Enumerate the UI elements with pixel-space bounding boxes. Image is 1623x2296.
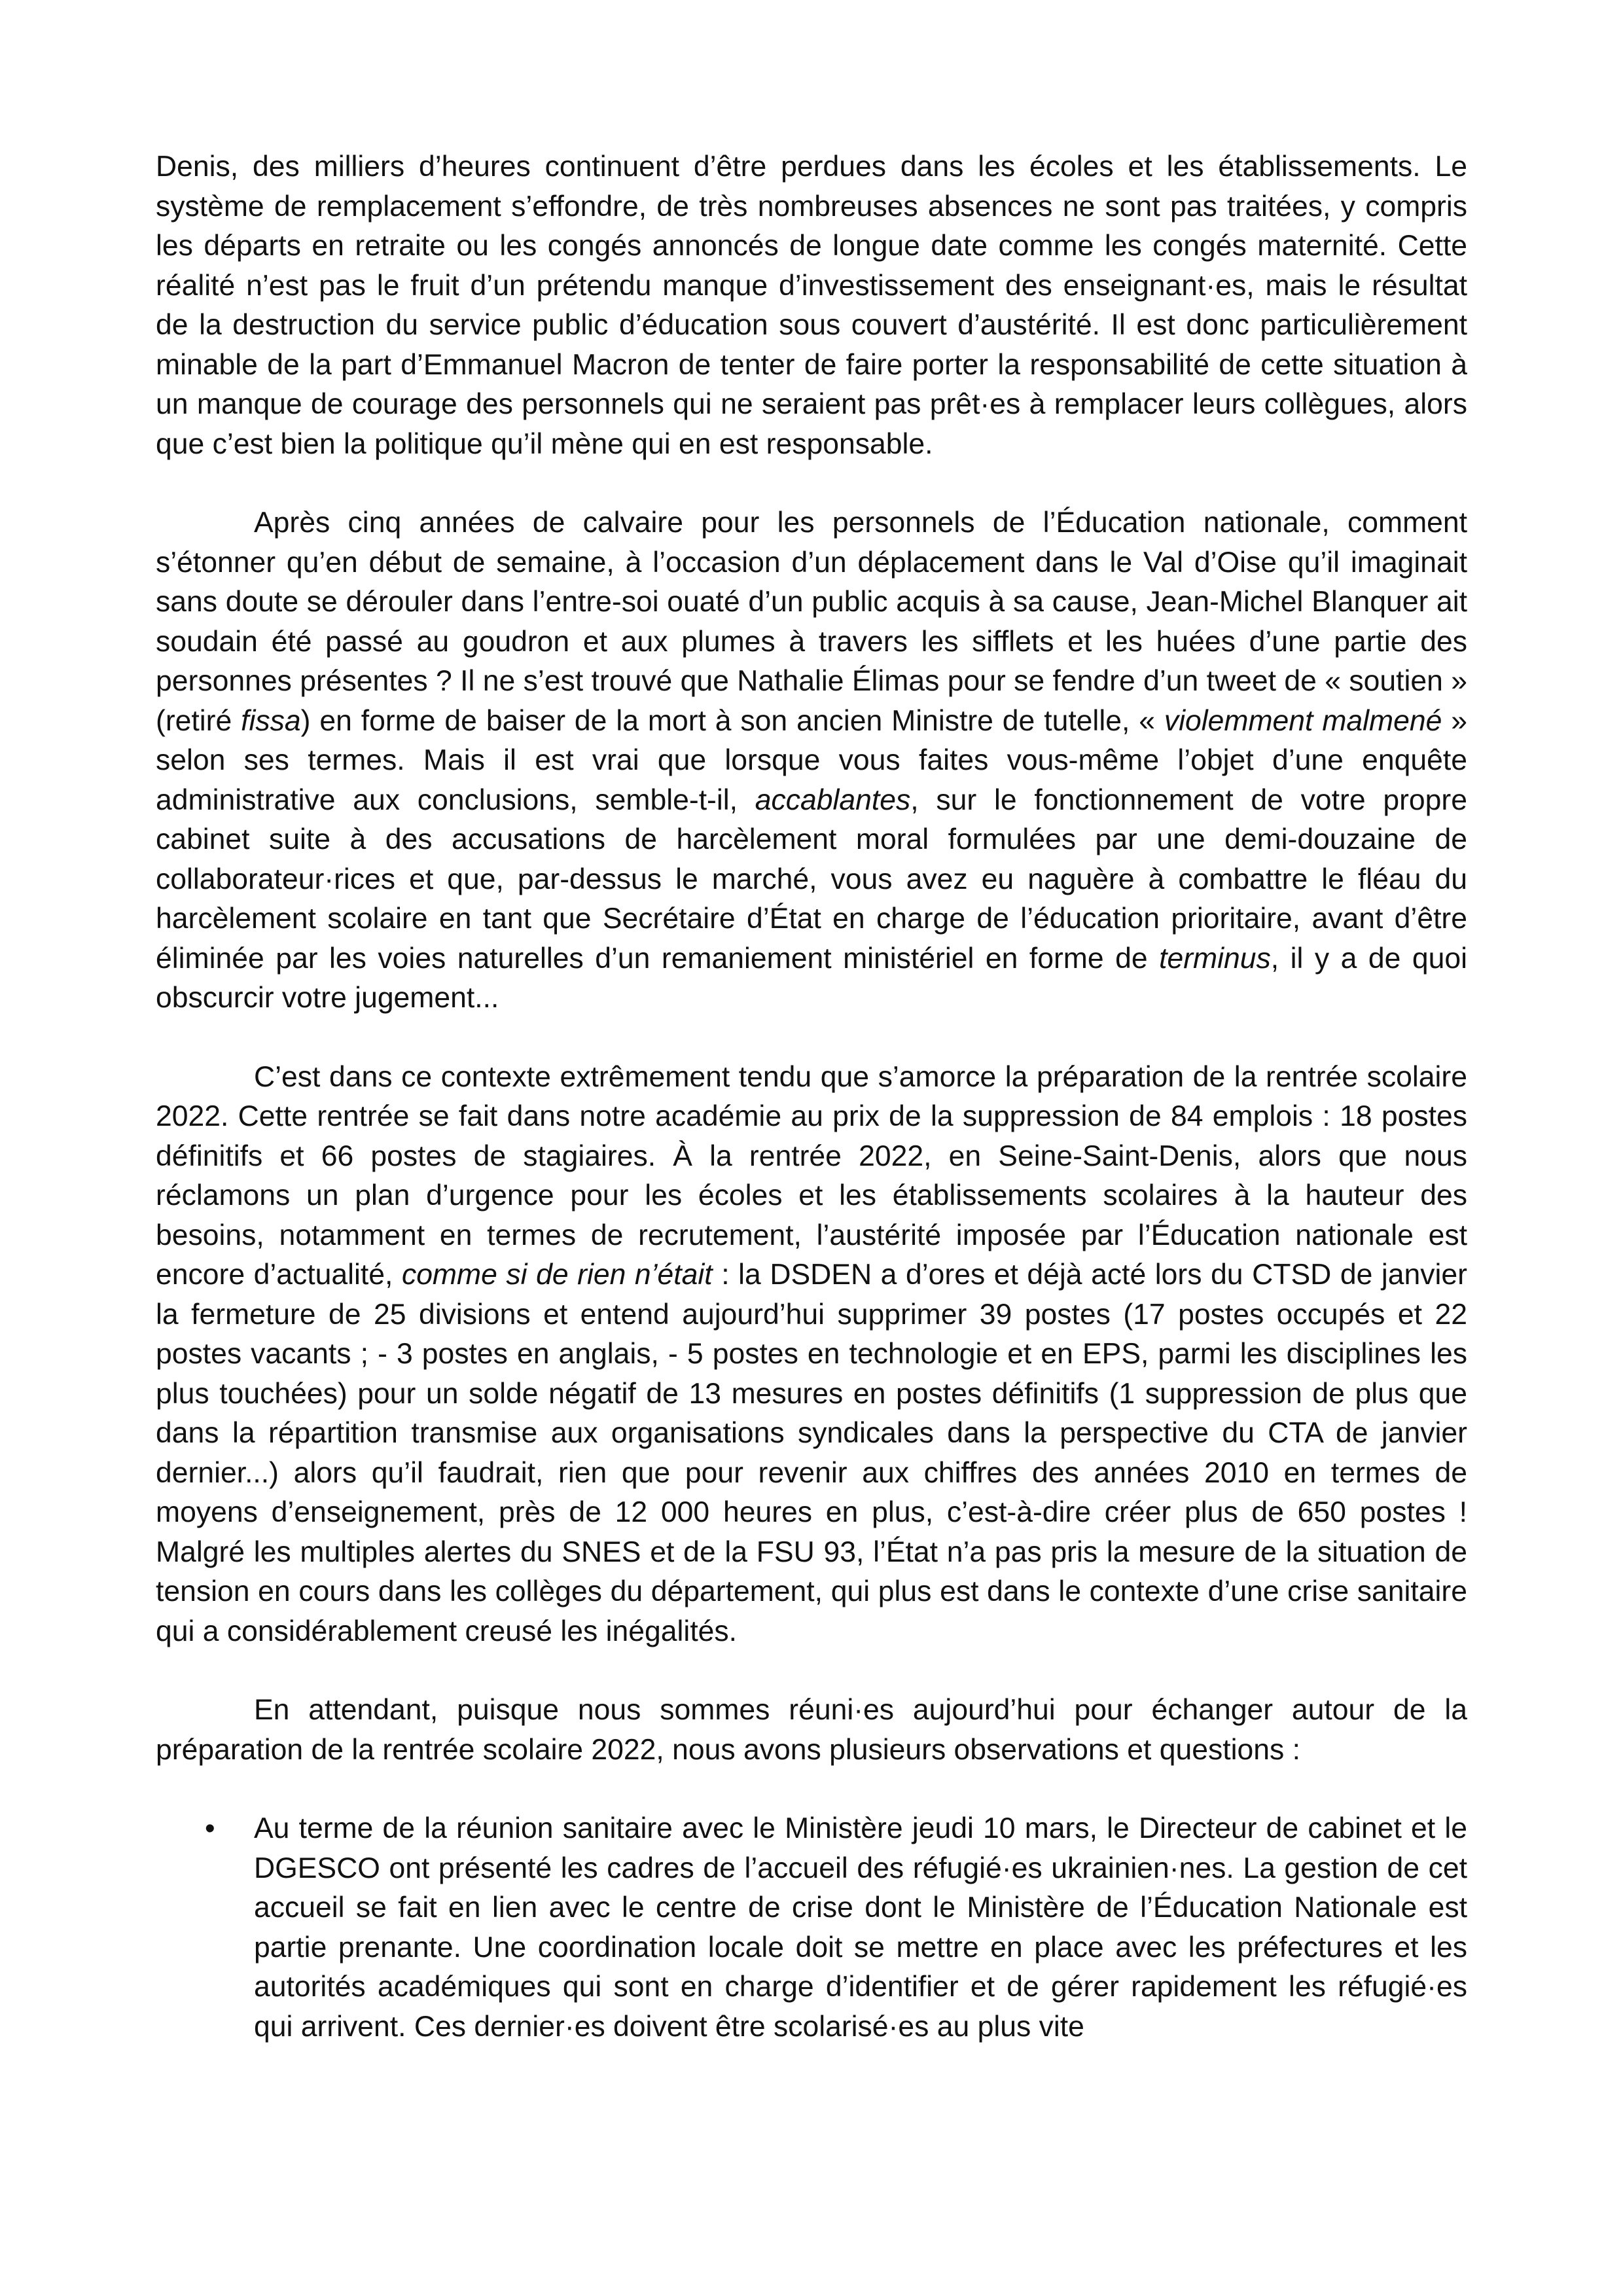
bullet-icon: • [205,1812,215,1844]
paragraph-4 [156,1691,1467,1770]
italic-segment: terminus [1159,942,1271,975]
text-segment: , sur le fonctionnement de votre propre cabinet suite à des accusations de harcèlement moral formulées par une demi-douzaine de collaborateur·rices et que, par-dessus le marché, vous avez eu naguère à combattre le fléau du harcèlement scolaire en tant que Secrétaire d’État en charge de l’éducation prioritaire, avant d’être éliminée par les voies naturelles d’un remaniement ministériel en forme de [156,783,1467,975]
paragraph-2 [156,503,1467,1018]
bullet-list [156,1809,1467,2047]
text-segment: En attendant, puisque nous sommes réuni·es aujourd’hui pour échanger autour de la préparation de la rentrée scolaire 2022, nous avons plusieurs observations et questions : [156,1694,1467,1766]
paragraph-3 [156,1058,1467,1652]
text-segment: ) en forme de baiser de la mort à son ancien Ministre de tutelle, « [300,704,1164,737]
paragraph-1 [156,147,1467,464]
italic-segment: comme si de rien n’était [401,1259,713,1291]
text-segment: : la DSDEN a d’ores et déjà acté lors du CTSD de janvier la fermeture de 25 divisions et entend aujourd’hui supprimer 39 postes (17 postes occupés et 22 postes vacants ; - 3 postes en anglais, - 5 postes en technologie et en EPS, parmi les disciplines les plus touchées) pour un solde négatif de 13 mesures en postes définitifs (1 suppression de plus que dans la répartition transmise aux organisations syndicales dans la perspective du CTA de janvier dernier...) alors qu’il faudrait, rien que pour revenir aux chiffres des années 2010 en termes de moyens d’enseignement, près de 12 000 heures en plus, c’est-à-dire créer plus de 650 postes ! Malgré les multiples alertes du SNES et de la FSU 93, l’État n’a pas pris la mesure de la situation de tension en cours dans les collèges du département, qui plus est dans le contexte d’une crise sanitaire qui a considérablement creusé les inégalités. [156,1259,1467,1647]
text-segment: C’est dans ce contexte extrêmement tendu que s’amorce la préparation de la rentrée scolaire 2022. Cette rentrée se fait dans notre académie au prix de la suppression de 84 emplois : 18 postes définitifs et 66 postes de stagiaires. À la rentrée 2022, en Seine-Saint-Denis, alors que nous réclamons un plan d’urgence pour les écoles et les établissements scolaires à la hauteur des besoins, notamment en termes de recrutement, l’austérité imposée par l’Éducation nationale est encore d’actualité, [156,1060,1467,1291]
text-segment: » selon ses termes. Mais il est vrai que lorsque vous faites vous-même l’objet d’une enquête administrative aux conclusions, semble-t-il, [156,704,1467,816]
list-item [156,1809,1467,2047]
text-segment: Denis, des milliers d’heures continuent d’être perdues dans les écoles et les établissements. Le système de remplacement s’effondre, de très nombreuses absences ne sont pas traitées, y compris les départs en retraite ou les congés annoncés de longue date comme les congés maternité. Cette réalité n’est pas le fruit d’un prétendu manque d’investissement des enseignant·es, mais le résultat de la destruction du service public d’éducation sous couvert d’austérité. Il est donc particulièrement minable de la part d’Emmanuel Macron de tenter de faire porter la responsabilité de cette situation à un manque de courage des personnels qui ne seraient pas prêt·es à remplacer leurs collègues, alors que c’est bien la politique qu’il mène qui en est responsable. [156,151,1467,460]
text-segment: , il y a de quoi obscurcir votre jugement... [156,942,1467,1014]
list-item-text: Au terme de la réunion sanitaire avec le Ministère jeudi 10 mars, le Directeur de cabinet et le DGESCO ont présenté les cadres de l’accueil des réfugié·es ukrainien·nes. La gestion de cet accueil se fait en lien avec le centre de crise dont le Ministère de l’Éducation Nationale est partie prenante. Une coordination locale doit se mettre en place avec les préfectures et les autorités académiques qui sont en charge d’identifier et de gérer rapidement les réfugié·es qui arrivent. Ces dernier·es doivent être scolarisé·es au plus vite [254,1812,1467,2043]
italic-segment: fissa [241,704,301,737]
text-segment: Après cinq années de calvaire pour les personnels de l’Éducation nationale, comment s’étonner qu’en début de semaine, à l’occasion d’un déplacement dans le Val d’Oise qu’il imaginait sans doute se dérouler dans l’entre-soi ouaté d’un public acquis à sa cause, Jean-Michel Blanquer ait soudain été passé au goudron et aux plumes à travers les sifflets et les huées d’une partie des personnes présentes ? Il ne s’est trouvé que Nathalie Élimas pour se fendre d’un tweet de « soutien » (retiré [156,507,1467,737]
document-page [156,147,1467,2047]
italic-segment: accablantes [755,783,911,816]
italic-segment: violemment malmené [1164,704,1442,737]
